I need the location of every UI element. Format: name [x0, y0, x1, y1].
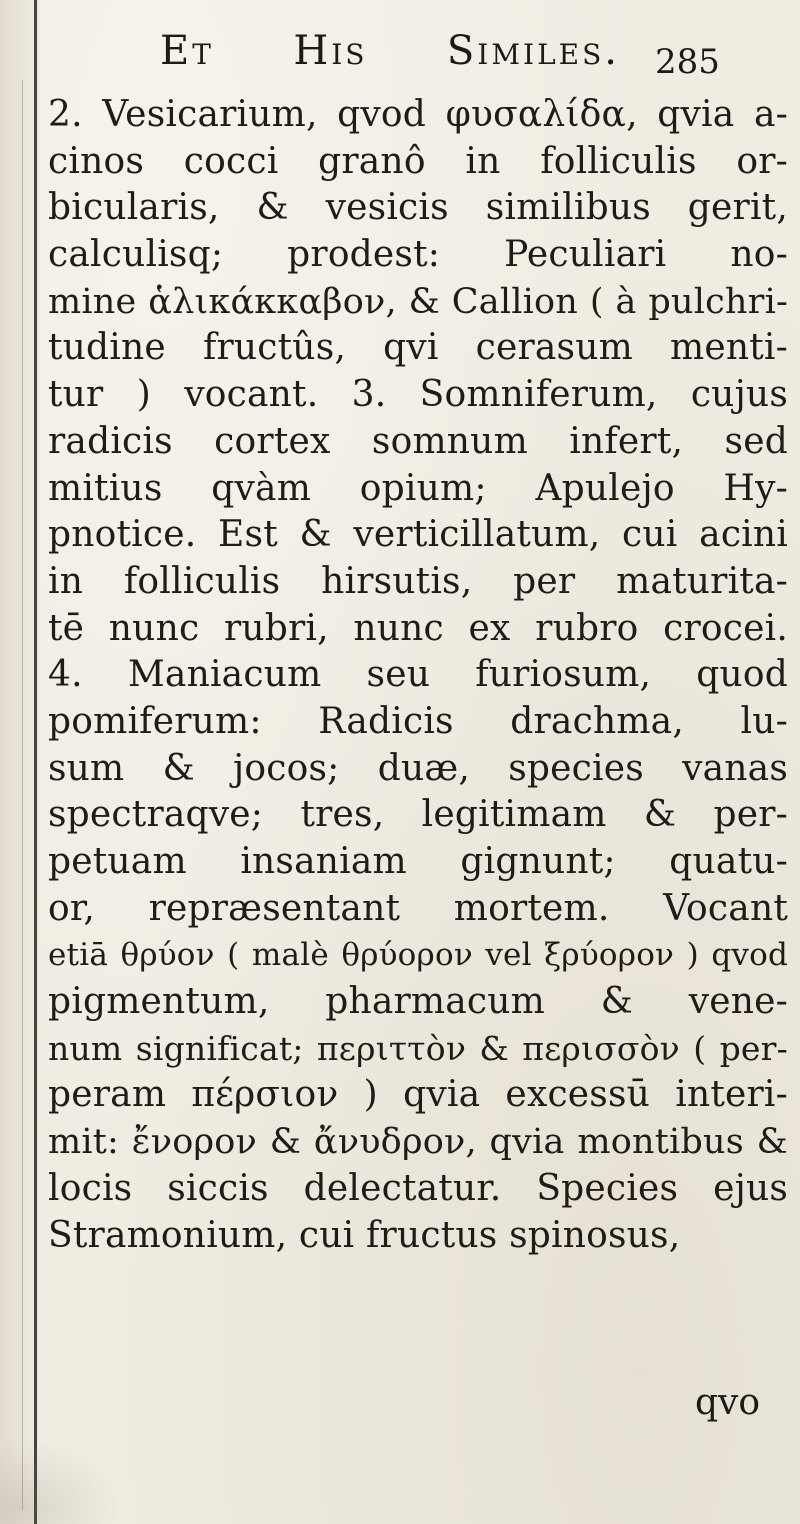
running-head-word: Et: [160, 28, 214, 74]
catchword: qvo: [695, 1382, 761, 1423]
text-line: sum & jocos; duæ, species vanas: [48, 747, 788, 789]
text-line: mit: ἔνορον & ἄνυδρον, qvia montibus &: [48, 1122, 788, 1163]
text-line: or, repræsentant mortem. Vocant: [48, 887, 788, 929]
text-line: tē nunc rubri, nunc ex rubro crocei.: [48, 607, 788, 649]
running-head-word: Similes.: [446, 28, 620, 74]
text-line: radicis cortex somnum infert, sed: [48, 420, 788, 462]
text-line: spectraqve; tres, legitimam & per-: [48, 794, 788, 836]
binding-edge: [34, 0, 37, 1524]
text-line: cinos cocci granô in folliculis or-: [48, 140, 788, 182]
text-line: num significat; περιττὸν & περισσὸν ( per-: [48, 1028, 788, 1068]
text-line: 4. Maniacum seu furiosum, quod: [48, 654, 788, 696]
text-line: peram πέρσιον ) qvia excessū interi-: [48, 1074, 788, 1116]
text-line: in folliculis hirsutis, per maturita-: [48, 560, 788, 602]
text-line: pigmentum, pharmacum & vene-: [48, 981, 788, 1023]
text-line: tudine fructûs, qvi cerasum menti-: [48, 327, 788, 369]
text-line: mine ἁλικάκκαβον, & Callion ( à pulchri-: [48, 281, 788, 322]
text-line: locis siccis delectatur. Species ejus: [48, 1167, 788, 1209]
text-line: Stramonium, cui fructus spinosus,: [48, 1214, 681, 1256]
text-line: calculisq; prodest: Peculiari no-: [48, 234, 788, 276]
text-line: petuam insaniam gignunt; quatu-: [48, 841, 788, 882]
text-line: pomiferum: Radicis drachma, lu-: [48, 700, 788, 742]
text-line: pnotice. Est & verticillatum, cui acini: [48, 514, 788, 556]
running-head: [160, 28, 620, 74]
text-line: etiā θρύον ( malè θρύορον vel ξρύορον ) qvod: [48, 937, 788, 974]
page-number: 285: [655, 42, 720, 82]
text-line: tur ) vocant. 3. Somniferum, cujus: [48, 374, 788, 416]
running-head-word: His: [293, 28, 368, 74]
paper-stain: [0, 1440, 120, 1524]
text-line: 2. Vesicarium, qvod φυσαλίδα, qvia a-: [48, 94, 788, 135]
gutter-shadow: [22, 80, 23, 1510]
text-line: mitius qvàm opium; Apulejo Hy-: [48, 467, 788, 509]
body-text: [48, 92, 788, 1259]
text-line: bicularis, & vesicis similibus gerit,: [48, 187, 788, 229]
